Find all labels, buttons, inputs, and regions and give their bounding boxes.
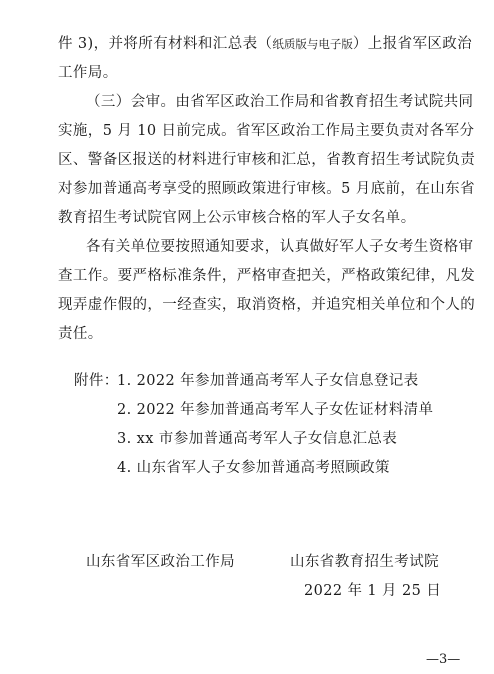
signature-org-military: 山东省军区政治工作局 <box>86 554 235 570</box>
signature-date: 2022 年 1 月 25 日 <box>304 583 442 599</box>
paragraph-1-line-1 <box>58 35 472 53</box>
paragraph-2-line-2: 实施，5 月 10 日前完成。省军区政治工作局主要负责对各军分 <box>58 123 475 139</box>
attachment-item: 2. 2022 年参加普通高考军人子女佐证材料清单 <box>117 402 434 418</box>
paragraph-3-line-3: 现弄虚作假的，一经查实，取消资格，并追究相关单位和个人的 <box>58 297 476 313</box>
paragraph-1-line-2: 工作局。 <box>58 65 118 81</box>
paragraph-2-line-3: 区、警备区报送的材料进行审核和汇总，省教育招生考试院负责 <box>58 152 476 168</box>
attachment-item: 4. 山东省军人子女参加普通高考照顾政策 <box>117 460 390 476</box>
paragraph-3-line-2: 查工作。要严格标准条件，严格审查把关，严格政策纪律，凡发 <box>58 268 476 284</box>
paragraph-3-line-4: 责任。 <box>58 326 103 342</box>
text-segment: ）上报省军区政治 <box>352 36 473 52</box>
text-segment: 件 3)，并将所有材料和汇总表（ <box>58 36 273 52</box>
text-segment-small: 纸质版与电子版 <box>272 37 353 51</box>
paragraph-2-line-4: 对参加普通高考享受的照顾政策进行审核。5 月底前，在山东省 <box>58 181 475 197</box>
attachments-label: 附件： <box>74 373 119 389</box>
paragraph-3-line-1: 各有关单位要按照通知要求，认真做好军人子女考生资格审 <box>86 239 474 255</box>
paragraph-2-line-1: （三）会审。由省军区政治工作局和省教育招生考试院共同 <box>86 94 474 110</box>
signature-org-education: 山东省教育招生考试院 <box>290 554 439 570</box>
page-number: —3— <box>426 652 461 667</box>
attachment-item: 3. xx 市参加普通高考军人子女信息汇总表 <box>117 431 398 447</box>
paragraph-2-line-5: 教育招生考试院官网上公示审核合格的军人子女名单。 <box>58 210 416 226</box>
attachment-item: 1. 2022 年参加普通高考军人子女信息登记表 <box>117 373 419 389</box>
